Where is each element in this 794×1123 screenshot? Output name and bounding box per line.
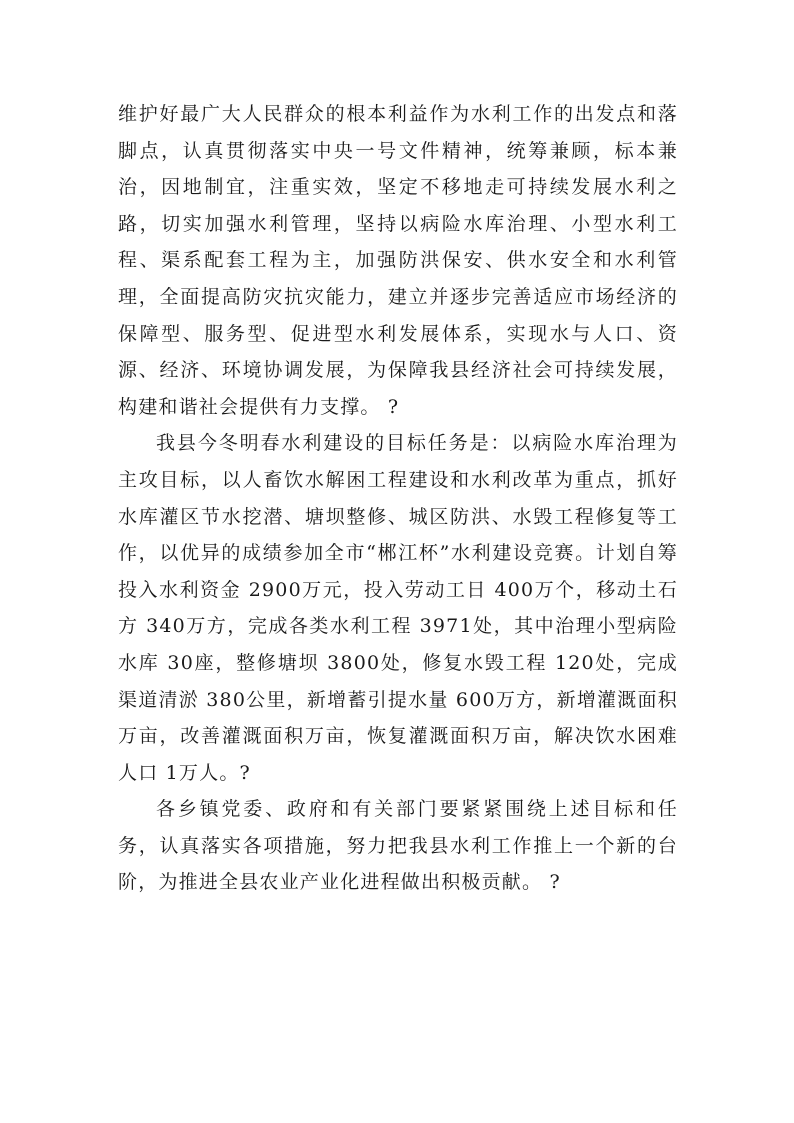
document-body [118, 96, 678, 901]
paragraph-3: 各乡镇党委、政府和有关部门要紧紧围绕上述目标和任务，认真落实各项措施，努力把我县水利工作推上一个新的台阶，为推进全县农业产业化进程做出积极贡献。 ? [118, 798, 678, 894]
paragraph-2: 我县今冬明春水利建设的目标任务是：以病险水库治理为主攻目标，以人畜饮水解困工程建设和水利改革为重点，抓好水库灌区节水挖潜、塘坝整修、城区防洪、水毁工程修复等工作，以优异的成绩参加全市“郴江杯”水利建设竞赛。计划自筹投入水利资金 2900万元，投入劳动工日 400万个，移动土石方 340万方，完成各类水利工程 3971处，其中治理小型病险水库 30座，整修塘坝 3800处，修复水毁工程 120处，完成渠道清淤 380公里，新增蓄引提水量 600万方，新增灌溉面积万亩，改善灌溉面积万亩，恢复灌溉面积万亩，解决饮水困难人口 1万人。? [118, 432, 678, 784]
paragraph-1: 维护好最广大人民群众的根本利益作为水利工作的出发点和落脚点，认真贯彻落实中央一号文件精神，统筹兼顾，标本兼治，因地制宜，注重实效，坚定不移地走可持续发展水利之路，切实加强水利管理，坚持以病险水库治理、小型水利工程、渠系配套工程为主，加强防洪保安、供水安全和水利管理，全面提高防灾抗灾能力，建立并逐步完善适应市场经济的保障型、服务型、促进型水利发展体系，实现水与人口、资源、经济、环境协调发展，为保障我县经济社会可持续发展，构建和谐社会提供有力支撑。 ? [118, 103, 678, 418]
